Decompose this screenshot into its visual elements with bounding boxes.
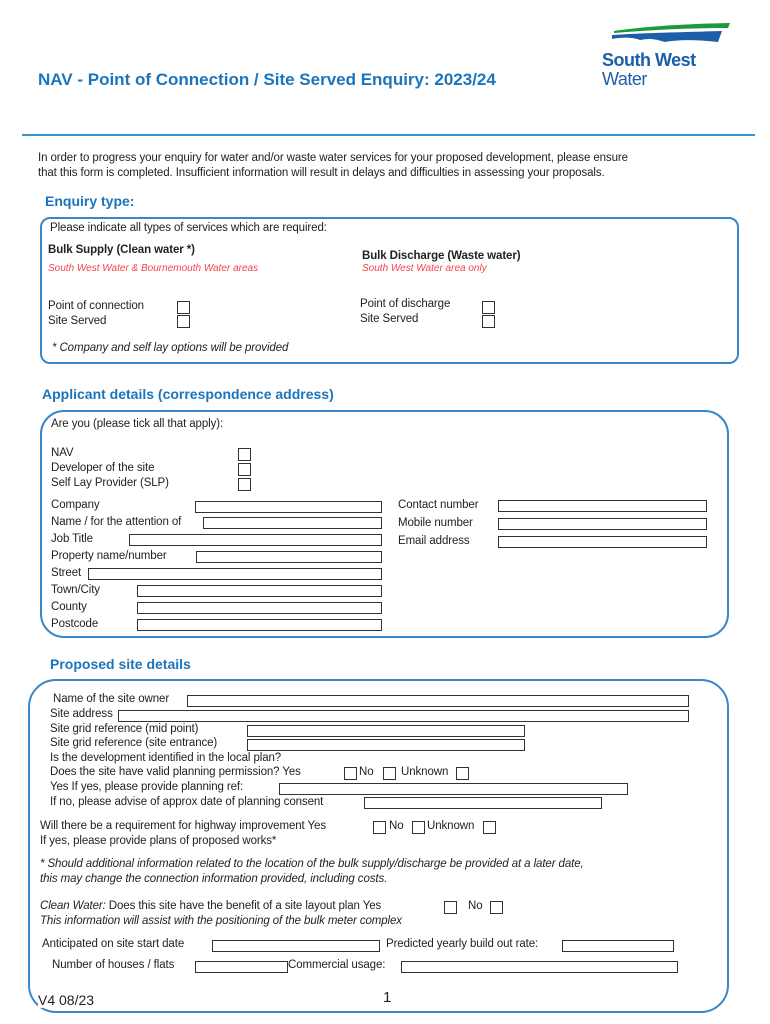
bulk-discharge-area: South West Water area only — [362, 263, 487, 274]
street-input[interactable] — [88, 568, 382, 580]
site-address-input[interactable] — [118, 710, 689, 722]
label: Street — [51, 567, 82, 579]
company-input[interactable] — [195, 501, 382, 513]
section-heading-applicant: Applicant details (correspondence address) — [42, 386, 334, 402]
label: Name / for the attention of — [51, 516, 182, 528]
highway-no-checkbox[interactable] — [412, 821, 425, 834]
label: Property name/number — [51, 550, 167, 562]
planning-unknown-checkbox[interactable] — [456, 767, 469, 780]
commercial-input[interactable] — [401, 961, 678, 973]
label: Unknown — [427, 820, 475, 832]
point-of-discharge-checkbox[interactable] — [482, 301, 495, 314]
highway-unknown-checkbox[interactable] — [483, 821, 496, 834]
clean-water-label: Clean Water: — [40, 900, 106, 912]
page-title: NAV - Point of Connection / Site Served Enquiry: 2023/24 — [38, 70, 496, 89]
label: If no, please advise of approx date of planning consent — [50, 796, 324, 808]
footnote: this may change the connection information provided, including costs. — [40, 873, 388, 885]
label: Is the development identified in the local plan? — [50, 752, 282, 764]
bulk-supply-title: Bulk Supply (Clean water *) — [48, 244, 195, 256]
label: Self Lay Provider (SLP) — [51, 477, 169, 489]
label: NAV — [51, 447, 74, 459]
build-rate-input[interactable] — [562, 940, 674, 952]
layout-plan-yes-checkbox[interactable] — [444, 901, 457, 914]
label: Mobile number — [398, 517, 473, 529]
planning-date-input[interactable] — [364, 797, 602, 809]
enquiry-prompt: Please indicate all types of services which are required: — [50, 222, 327, 234]
page-number: 1 — [380, 989, 394, 1006]
bulk-supply-area: South West Water & Bournemouth Water areas — [48, 263, 259, 274]
slp-checkbox[interactable] — [238, 478, 251, 491]
label: Contact number — [398, 499, 479, 511]
site-owner-input[interactable] — [187, 695, 689, 707]
grid-mid-input[interactable] — [247, 725, 525, 737]
intro-text: In order to progress your enquiry for water and/or waste water services for your proposed development, please ensure — [38, 152, 628, 164]
section-heading-site: Proposed site details — [50, 656, 191, 672]
applicant-prompt: Are you (please tick all that apply): — [51, 418, 224, 430]
intro-text: that this form is completed. Insufficient information will result in delays and difficulties in assessing your proposals. — [38, 167, 605, 179]
developer-checkbox[interactable] — [238, 463, 251, 476]
label: Does this site have the benefit of a site layout plan Yes — [105, 900, 382, 912]
label: Point of discharge — [360, 298, 451, 310]
start-date-input[interactable] — [212, 940, 380, 952]
planning-no-checkbox[interactable] — [383, 767, 396, 780]
label: Name of the site owner — [53, 693, 170, 705]
supply-site-served-checkbox[interactable] — [177, 315, 190, 328]
logo-waves-icon — [600, 18, 735, 46]
postcode-input[interactable] — [137, 619, 382, 631]
nav-checkbox[interactable] — [238, 448, 251, 461]
label: No — [389, 820, 404, 832]
label: Anticipated on site start date — [42, 938, 185, 950]
label: Does the site have valid planning permission? Yes — [50, 766, 301, 778]
houses-input[interactable] — [195, 961, 288, 973]
point-of-connection-checkbox[interactable] — [177, 301, 190, 314]
label: If yes, please provide plans of proposed works* — [40, 835, 277, 847]
grid-entrance-input[interactable] — [247, 739, 525, 751]
label: Unknown — [401, 766, 449, 778]
attention-input[interactable] — [203, 517, 382, 529]
highway-yes-checkbox[interactable] — [373, 821, 386, 834]
label: Site grid reference (site entrance) — [50, 737, 218, 749]
label: No — [468, 900, 483, 912]
logo-text: South West — [602, 50, 696, 70]
town-input[interactable] — [137, 585, 382, 597]
property-input[interactable] — [196, 551, 382, 563]
label: Yes If yes, please provide planning ref: — [50, 781, 244, 793]
label: Commercial usage: — [288, 959, 386, 971]
discharge-site-served-checkbox[interactable] — [482, 315, 495, 328]
logo-text-water: Water — [602, 69, 647, 89]
label: Email address — [398, 535, 470, 547]
job-title-input[interactable] — [129, 534, 382, 546]
bulk-discharge-title: Bulk Discharge (Waste water) — [362, 250, 521, 262]
label: County — [51, 601, 87, 613]
label: Number of houses / flats — [52, 959, 175, 971]
version-label: V4 08/23 — [38, 992, 98, 1008]
label: Job Title — [51, 533, 93, 545]
label: Site grid reference (mid point) — [50, 723, 199, 735]
email-input[interactable] — [498, 536, 707, 548]
enquiry-note: * Company and self lay options will be provided — [52, 342, 289, 354]
label: Site Served — [360, 313, 419, 325]
label: Company — [51, 499, 100, 511]
header-divider — [22, 134, 755, 136]
label: No — [359, 766, 374, 778]
county-input[interactable] — [137, 602, 382, 614]
label: Site Served — [48, 315, 107, 327]
clean-water-note: This information will assist with the positioning of the bulk meter complex — [40, 915, 402, 927]
label: Predicted yearly build out rate: — [386, 938, 539, 950]
label: Point of connection — [48, 300, 144, 312]
label: Will there be a requirement for highway improvement Yes — [40, 820, 326, 832]
planning-ref-input[interactable] — [279, 783, 628, 795]
footnote: * Should additional information related to the location of the bulk supply/discharge be provided at a later date, — [40, 858, 584, 870]
section-heading-enquiry: Enquiry type: — [45, 193, 135, 209]
planning-yes-checkbox[interactable] — [344, 767, 357, 780]
label: Site address — [50, 708, 113, 720]
label: Postcode — [51, 618, 99, 630]
label: Developer of the site — [51, 462, 155, 474]
label: Town/City — [51, 584, 100, 596]
contact-number-input[interactable] — [498, 500, 707, 512]
mobile-number-input[interactable] — [498, 518, 707, 530]
layout-plan-no-checkbox[interactable] — [490, 901, 503, 914]
